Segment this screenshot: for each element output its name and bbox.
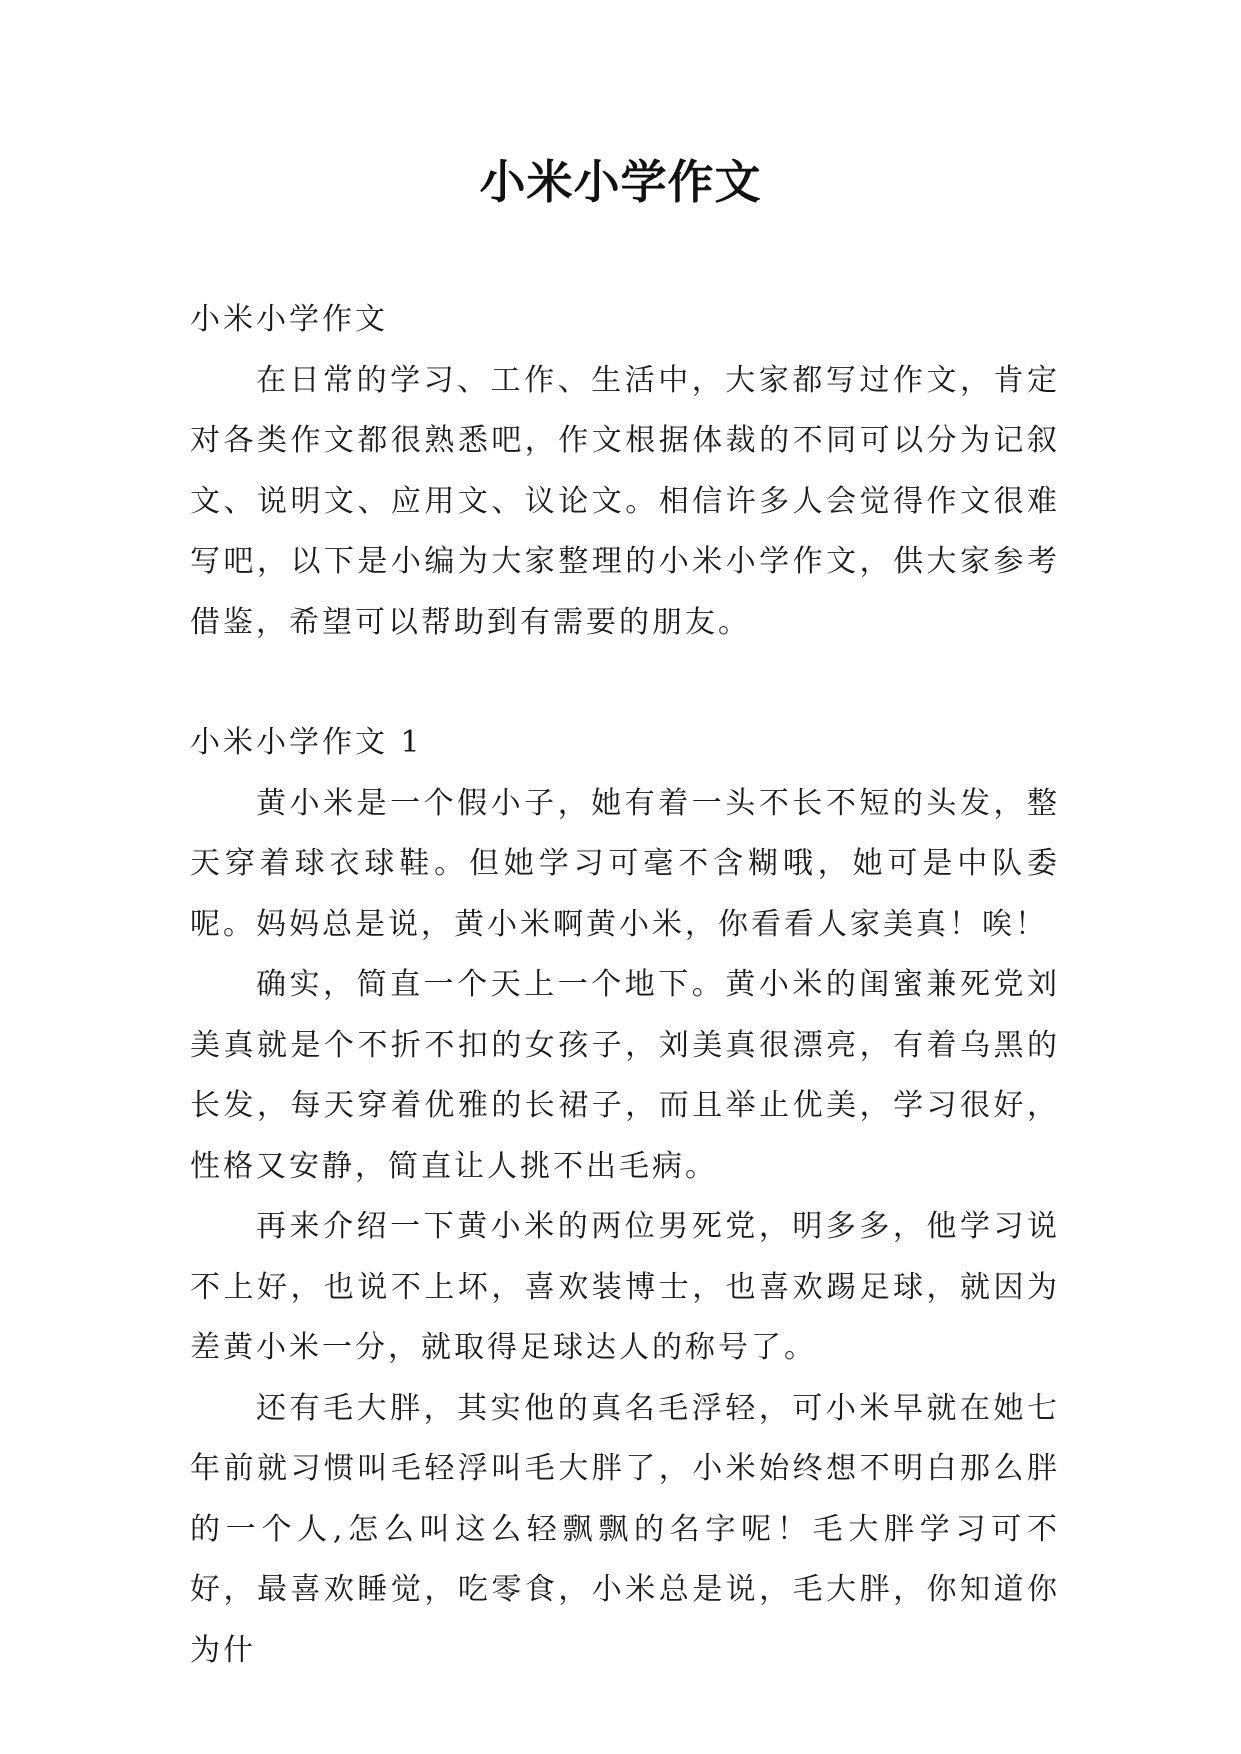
document-title: 小米小学作文 <box>479 155 762 209</box>
section1-paragraph: 还有毛大胖，其实他的真名毛浮轻，可小米早就在她七年前就习惯叫毛轻浮叫毛大胖了，小米始终想不明白那么胖的一个人,怎么叫这么轻飘飘的名字呢！毛大胖学习可不好，最喜欢睡觉，吃零食，小米总是说，毛大胖，你知道你为什 <box>190 1390 1060 1668</box>
section1-paragraph: 黄小米是一个假小子，她有着一头不长不短的头发，整天穿着球衣球鞋。但她学习可毫不含糊哦，她可是中队委呢。妈妈总是说，黄小米啊黄小米，你看看人家美真！唉！ <box>190 785 1060 942</box>
intro-heading: 小米小学作文 <box>190 302 388 337</box>
section1-paragraph: 确实，简直一个天上一个地下。黄小米的闺蜜兼死党刘美真就是个不折不扣的女孩子，刘美真很漂亮，有着乌黑的长发，每天穿着优雅的长裙子，而且举止优美，学习很好，性格又安静，简直让人挑不出毛病。 <box>190 967 1060 1184</box>
document-body <box>190 290 1060 1681</box>
section1-heading: 小米小学作文 1 <box>190 725 423 760</box>
intro-paragraph: 在日常的学习、工作、生活中，大家都写过作文，肯定对各类作文都很熟悉吧，作文根据体裁的不同可以分为记叙文、说明文、应用文、议论文。相信许多人会觉得作文很难写吧，以下是小编为大家整理的小米小学作文，供大家参考借鉴，希望可以帮助到有需要的朋友。 <box>190 362 1060 640</box>
section-spacer <box>190 653 1060 713</box>
section1-paragraph: 再来介绍一下黄小米的两位男死党，明多多，他学习说不上好，也说不上坏，喜欢装博士，也喜欢踢足球，就因为差黄小米一分，就取得足球达人的称号了。 <box>190 1209 1060 1365</box>
